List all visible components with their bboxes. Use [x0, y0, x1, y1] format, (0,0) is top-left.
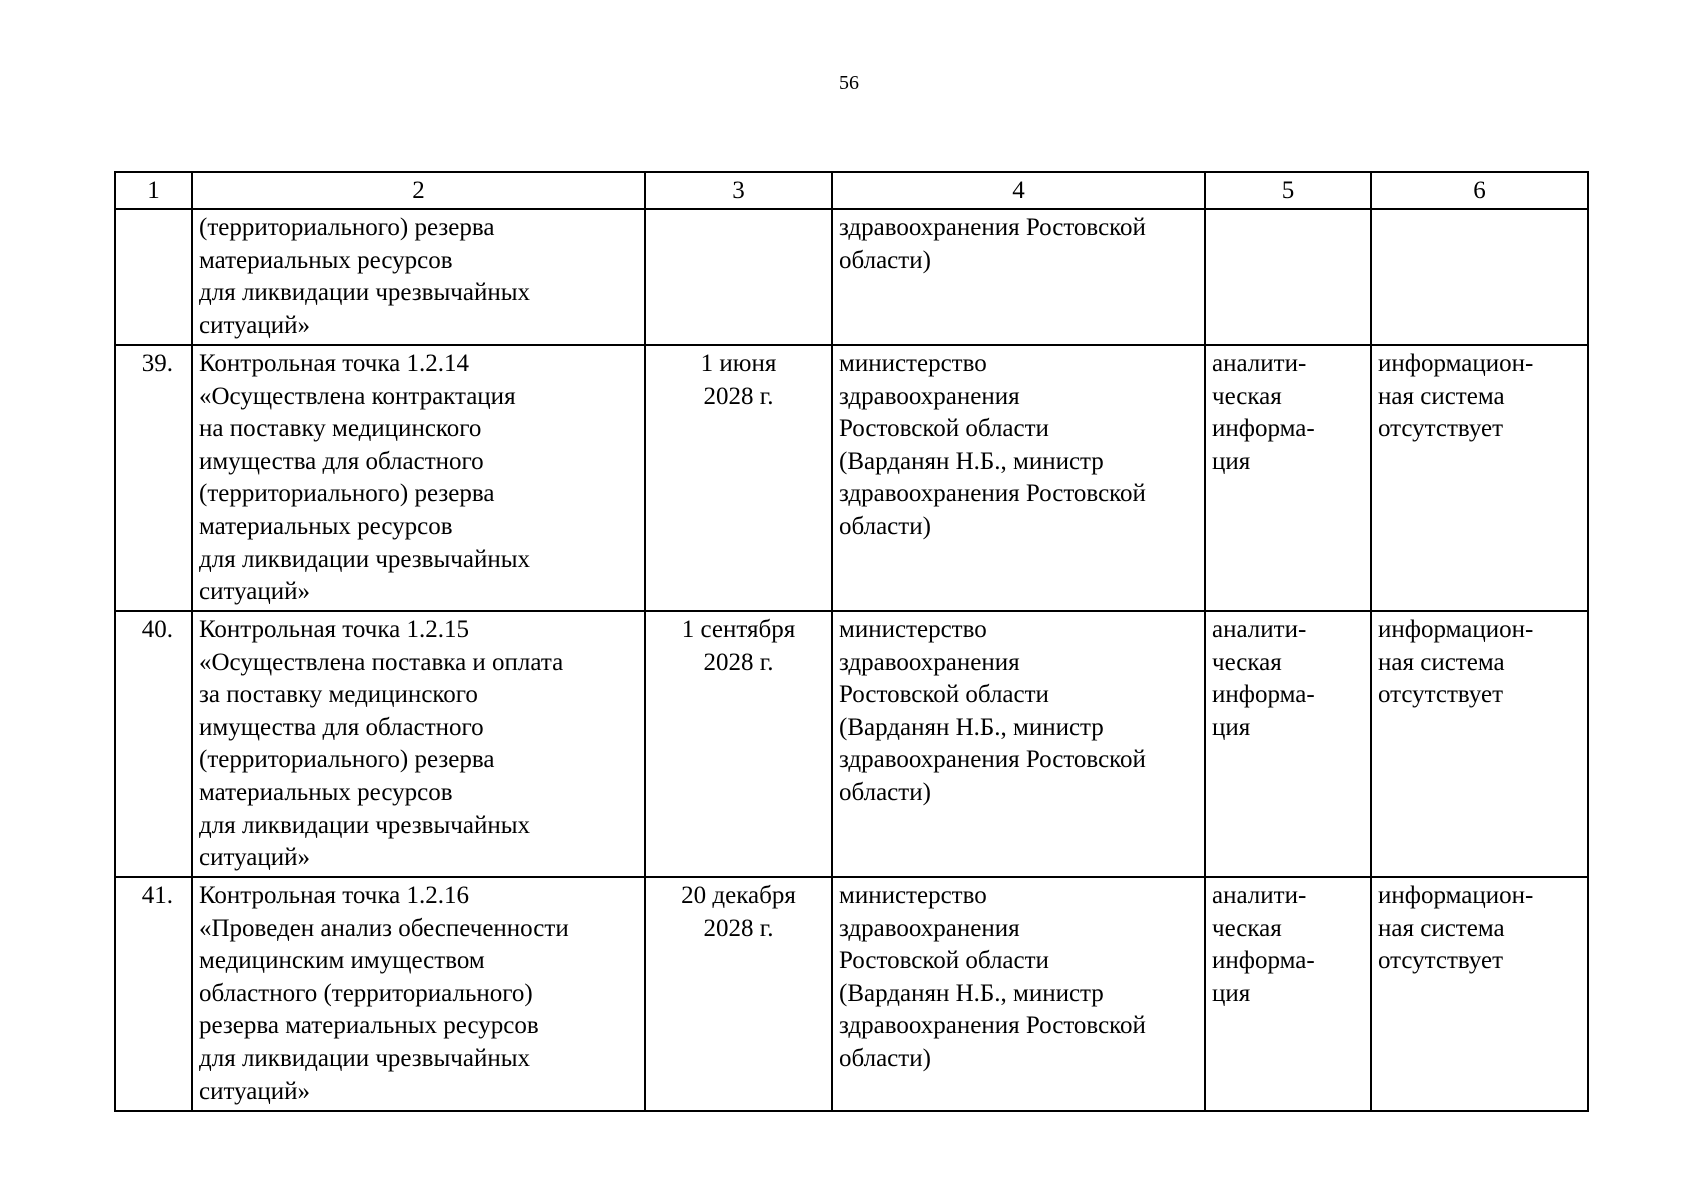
text-line: 2028 г. — [703, 382, 774, 410]
text-line: ная система — [1378, 382, 1505, 410]
text-line: «Осуществлена поставка и оплата — [199, 648, 564, 676]
text-line: здравоохранения Ростовской — [839, 746, 1146, 774]
text-line: (территориального) резерва — [199, 480, 495, 508]
responsible-party — [832, 611, 1205, 877]
text-line: Контрольная точка 1.2.16 — [199, 882, 469, 909]
text-line: ситуаций» — [199, 844, 310, 872]
text-line: ная система — [1378, 914, 1505, 942]
text-line: отсутствует — [1378, 947, 1504, 975]
control-point-title — [192, 209, 645, 345]
responsible-party — [832, 345, 1205, 611]
deadline-date — [645, 209, 832, 345]
column-number-header-row — [115, 172, 1588, 209]
text-line: области) — [839, 512, 931, 540]
control-point-title — [192, 345, 645, 611]
text-line: информацион- — [1378, 616, 1534, 643]
text-line: информа- — [1212, 947, 1315, 975]
information-system — [1371, 345, 1588, 611]
text-line: информа- — [1212, 681, 1315, 709]
text-line: для ликвидации чрезвычайных — [199, 279, 531, 307]
text-line: Контрольная точка 1.2.14 — [199, 350, 469, 377]
text-line: (территориального) резерва — [199, 214, 495, 241]
column-header: 3 — [645, 172, 832, 209]
information-system — [1371, 877, 1588, 1111]
text-line: аналити- — [1212, 882, 1307, 909]
control-point-title — [192, 877, 645, 1111]
text-line: «Проведен анализ обеспеченности — [199, 914, 569, 942]
text-line: отсутствует — [1378, 681, 1504, 709]
row-number — [115, 209, 192, 345]
text-line: здравоохранения — [839, 914, 1020, 942]
information-system — [1371, 209, 1588, 345]
text-line: имущества для областного — [199, 447, 484, 475]
responsible-party — [832, 877, 1205, 1111]
text-line: (Варданян Н.Б., министр — [839, 713, 1104, 741]
text-line: ная система — [1378, 648, 1505, 676]
text-line: за поставку медицинского — [199, 681, 478, 709]
text-line: аналити- — [1212, 616, 1307, 643]
text-line: ция — [1212, 979, 1251, 1007]
text-line: информа- — [1212, 415, 1315, 443]
text-line: 1 июня — [700, 350, 777, 377]
text-line: здравоохранения Ростовской — [839, 1012, 1146, 1040]
text-line: материальных ресурсов — [199, 512, 453, 540]
text-line: аналити- — [1212, 350, 1307, 377]
deadline-date — [645, 877, 832, 1111]
text-line: резерва материальных ресурсов — [199, 1012, 539, 1040]
column-header: 4 — [832, 172, 1205, 209]
text-line: отсутствует — [1378, 415, 1504, 443]
text-line: здравоохранения Ростовской — [839, 480, 1146, 508]
text-line: ция — [1212, 713, 1251, 741]
text-line: министерство — [839, 882, 987, 909]
information-system — [1371, 611, 1588, 877]
document-type — [1205, 345, 1371, 611]
deadline-date — [645, 611, 832, 877]
text-line: (Варданян Н.Б., министр — [839, 447, 1104, 475]
table-row — [115, 611, 1588, 877]
text-line: для ликвидации чрезвычайных — [199, 545, 531, 573]
row-number: 40. — [115, 611, 192, 877]
text-line: ческая — [1212, 382, 1282, 410]
text-line: здравоохранения Ростовской — [839, 214, 1146, 241]
text-line: ситуаций» — [199, 311, 310, 339]
table-row — [115, 209, 1588, 345]
text-line: министерство — [839, 616, 987, 643]
document-type — [1205, 877, 1371, 1111]
document-type — [1205, 611, 1371, 877]
table-row — [115, 877, 1588, 1111]
text-line: информацион- — [1378, 882, 1534, 909]
table-row — [115, 345, 1588, 611]
deadline-date — [645, 345, 832, 611]
text-line: ческая — [1212, 914, 1282, 942]
row-number: 41. — [115, 877, 192, 1111]
responsible-party — [832, 209, 1205, 345]
column-header: 1 — [115, 172, 192, 209]
text-line: Контрольная точка 1.2.15 — [199, 616, 469, 643]
text-line: Ростовской области — [839, 415, 1049, 443]
text-line: для ликвидации чрезвычайных — [199, 1044, 531, 1072]
column-header: 5 — [1205, 172, 1371, 209]
text-line: материальных ресурсов — [199, 246, 453, 274]
text-line: 20 декабря — [681, 882, 796, 909]
text-line: Ростовской области — [839, 681, 1049, 709]
text-line: на поставку медицинского — [199, 415, 482, 443]
text-line: ческая — [1212, 648, 1282, 676]
text-line: (территориального) резерва — [199, 746, 495, 774]
text-line: области) — [839, 1044, 931, 1072]
column-header: 6 — [1371, 172, 1588, 209]
text-line: министерство — [839, 350, 987, 377]
text-line: ситуаций» — [199, 578, 310, 606]
text-line: 2028 г. — [703, 648, 774, 676]
text-line: «Осуществлена контрактация — [199, 382, 516, 410]
text-line: здравоохранения — [839, 648, 1020, 676]
text-line: 1 сентября — [681, 616, 796, 643]
text-line: ция — [1212, 447, 1251, 475]
text-line: ситуаций» — [199, 1077, 310, 1105]
column-header: 2 — [192, 172, 645, 209]
text-line: Ростовской области — [839, 947, 1049, 975]
row-number: 39. — [115, 345, 192, 611]
text-line: медицинским имуществом — [199, 947, 485, 975]
text-line: материальных ресурсов — [199, 778, 453, 806]
text-line: информацион- — [1378, 350, 1534, 377]
text-line: (Варданян Н.Б., министр — [839, 979, 1104, 1007]
text-line: области) — [839, 246, 931, 274]
text-line: здравоохранения — [839, 382, 1020, 410]
control-point-title — [192, 611, 645, 877]
document-type — [1205, 209, 1371, 345]
text-line: имущества для областного — [199, 713, 484, 741]
text-line: областного (территориального) — [199, 979, 533, 1007]
text-line: области) — [839, 778, 931, 806]
text-line: 2028 г. — [703, 914, 774, 942]
page-number: 56 — [839, 72, 859, 94]
text-line: для ликвидации чрезвычайных — [199, 811, 531, 839]
control-points-table — [114, 171, 1589, 1112]
